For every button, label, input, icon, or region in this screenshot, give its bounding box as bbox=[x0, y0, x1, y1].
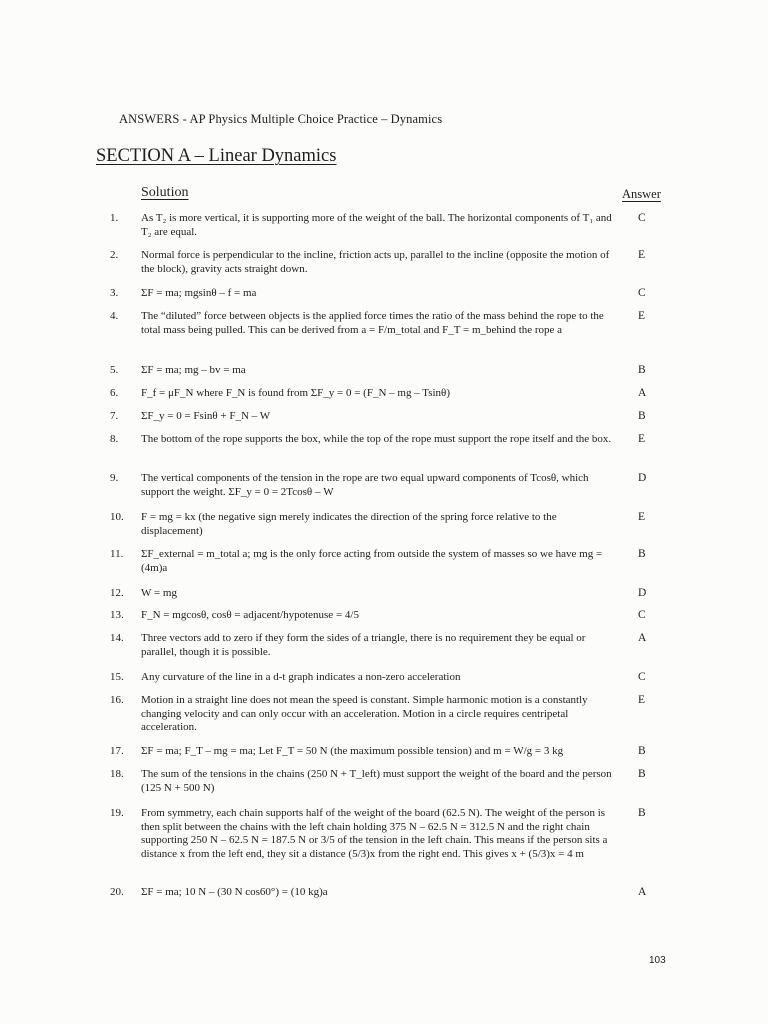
solution-column-heading: Solution bbox=[141, 185, 189, 200]
item-answer: B bbox=[638, 364, 646, 376]
item-solution: ΣF = ma; mg – bv = ma bbox=[141, 364, 246, 376]
item-number: 20. bbox=[110, 886, 124, 898]
item-solution: ΣF_external = m_total a; mg is the only force acting from outside the system of masses so we have mg = (4m)a bbox=[141, 548, 603, 574]
item-solution: The “diluted” force between objects is the applied force times the ratio of the mass behind the rope to the total mass being pulled. This can be derived from a = F/m_total and F_T = m_behind the rope a bbox=[141, 310, 604, 336]
item-number: 13. bbox=[110, 609, 124, 621]
item-number: 3. bbox=[110, 287, 119, 299]
item-answer: B bbox=[638, 745, 646, 757]
item-answer: B bbox=[638, 410, 646, 422]
item-number: 7. bbox=[110, 410, 119, 422]
item-answer: E bbox=[638, 310, 646, 322]
item-solution: As T₂ is more vertical, it is supporting more of the weight of the ball. The horizontal components of T₁ and T₂ are equal. bbox=[141, 212, 612, 238]
item-number: 12. bbox=[110, 587, 124, 599]
item-solution: The vertical components of the tension in the rope are two equal upward components of Tcosθ, which support the weight. ΣF_y = 0 = 2Tcosθ – W bbox=[141, 472, 589, 498]
item-number: 19. bbox=[110, 807, 124, 819]
item-answer: E bbox=[638, 433, 646, 445]
item-number: 1. bbox=[110, 212, 119, 224]
section-title: SECTION A – Linear Dynamics bbox=[96, 146, 337, 166]
item-number: 2. bbox=[110, 249, 119, 261]
item-answer: B bbox=[638, 548, 646, 560]
item-answer: C bbox=[638, 609, 646, 621]
item-answer: A bbox=[638, 387, 647, 399]
item-number: 17. bbox=[110, 745, 124, 757]
item-number: 18. bbox=[110, 768, 124, 780]
item-number: 8. bbox=[110, 433, 119, 445]
item-solution: ΣF = ma; mgsinθ – f = ma bbox=[141, 287, 257, 299]
item-solution: ΣF_y = 0 = Fsinθ + F_N – W bbox=[141, 410, 271, 422]
item-solution: ΣF = ma; F_T – mg = ma; Let F_T = 50 N (the maximum possible tension) and m = W/g = 3 kg bbox=[141, 745, 564, 757]
item-solution: Motion in a straight line does not mean the speed is constant. Simple harmonic motion is a constantly changing velocity and can only occur with an acceleration. Motion in a circle requires centripetal acceleration. bbox=[141, 694, 588, 733]
item-answer: B bbox=[638, 807, 646, 819]
item-answer: E bbox=[638, 511, 646, 523]
document-header: ANSWERS - AP Physics Multiple Choice Practice – Dynamics bbox=[119, 112, 443, 126]
item-answer: E bbox=[638, 249, 646, 261]
item-number: 16. bbox=[110, 694, 124, 706]
item-answer: A bbox=[638, 632, 647, 644]
item-number: 6. bbox=[110, 387, 119, 399]
item-solution: From symmetry, each chain supports half of the weight of the board (62.5 N). The weight of the person is then split between the chains with the left chain holding 375 N – 62.5 N = 312.5 N and the right chain supporting 250 N – 62.5 N = 187.5 N or 3/5 of the tension in the left chain. This means if the person sits a distance x from the left end, they sit a distance (5/3)x from the right end. This gives x + (5/3)x = 4 m bbox=[141, 807, 608, 860]
answer-column-heading: Answer bbox=[622, 187, 661, 201]
item-answer: C bbox=[638, 287, 646, 299]
item-number: 9. bbox=[110, 472, 119, 484]
item-number: 4. bbox=[110, 310, 119, 322]
item-solution: Any curvature of the line in a d-t graph indicates a non-zero acceleration bbox=[141, 671, 461, 683]
item-number: 15. bbox=[110, 671, 124, 683]
item-solution: F = mg = kx (the negative sign merely indicates the direction of the spring force relative to the displacement) bbox=[141, 511, 557, 537]
item-answer: C bbox=[638, 671, 646, 683]
item-solution: W = mg bbox=[141, 587, 177, 599]
item-number: 5. bbox=[110, 364, 119, 376]
item-solution: F_f = μF_N where F_N is found from ΣF_y = 0 = (F_N – mg – Tsinθ) bbox=[141, 387, 450, 399]
item-solution: Normal force is perpendicular to the incline, friction acts up, parallel to the incline (opposite the motion of the block), gravity acts straight down. bbox=[141, 249, 610, 275]
item-answer: B bbox=[638, 768, 646, 780]
item-solution: The sum of the tensions in the chains (250 N + T_left) must support the weight of the board and the person (125 N + 500 N) bbox=[141, 768, 612, 794]
item-answer: C bbox=[638, 212, 646, 224]
item-solution: Three vectors add to zero if they form the sides of a triangle, there is no requirement they be equal or parallel, though it is possible. bbox=[141, 632, 586, 658]
item-solution: ΣF = ma; 10 N – (30 N cos60°) = (10 kg)a bbox=[141, 886, 328, 898]
item-answer: D bbox=[638, 587, 647, 599]
item-answer: A bbox=[638, 886, 647, 898]
page-number: 103 bbox=[649, 955, 666, 966]
item-solution: The bottom of the rope supports the box, while the top of the rope must support the rope itself and the box. bbox=[141, 433, 612, 445]
item-number: 10. bbox=[110, 511, 124, 523]
item-solution: F_N = mgcosθ, cosθ = adjacent/hypotenuse = 4/5 bbox=[141, 609, 359, 621]
item-number: 11. bbox=[110, 548, 124, 560]
item-answer: E bbox=[638, 694, 646, 706]
item-answer: D bbox=[638, 472, 647, 484]
item-number: 14. bbox=[110, 632, 124, 644]
